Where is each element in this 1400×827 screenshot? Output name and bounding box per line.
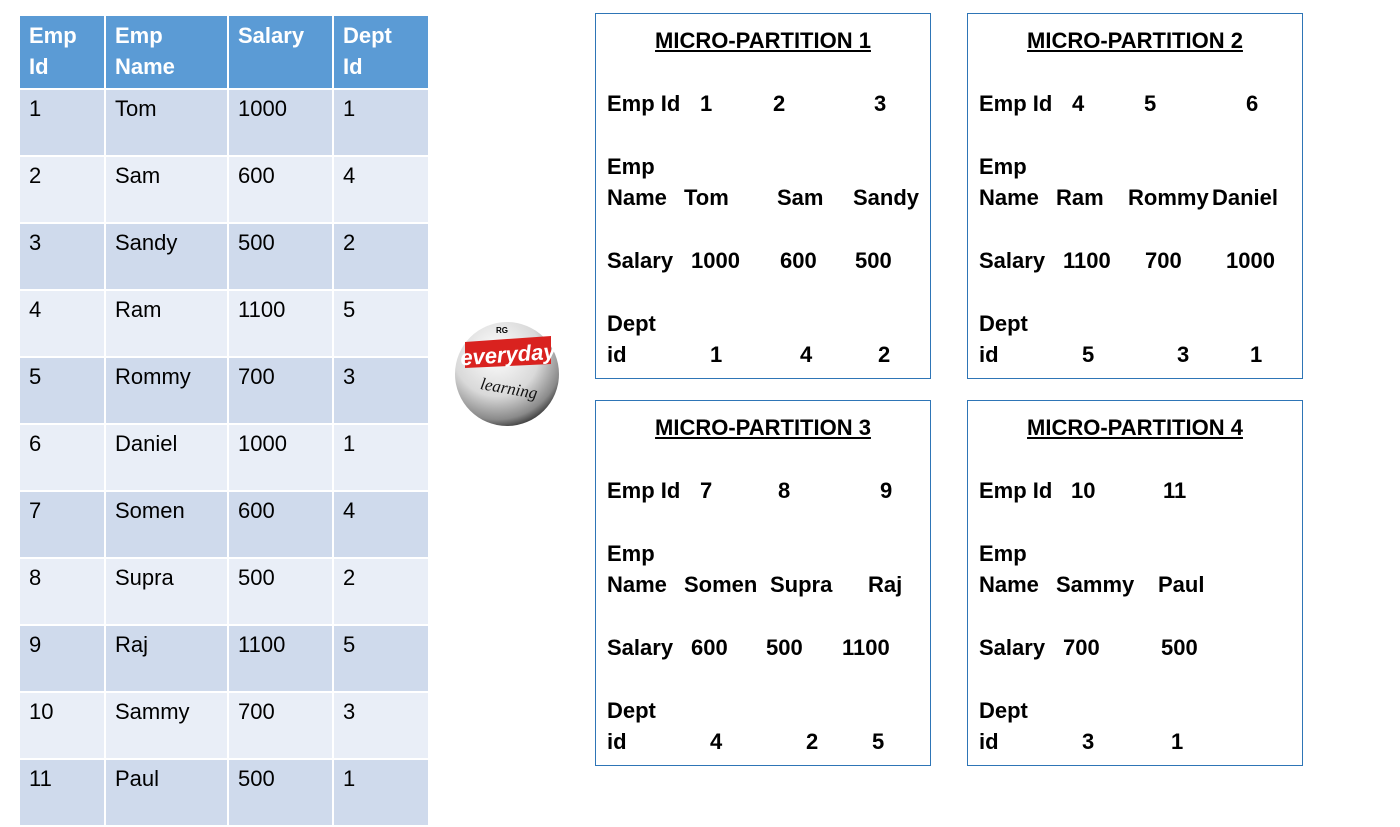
value-dept-id: 3 bbox=[1177, 342, 1190, 367]
cell-emp-name: Sam bbox=[105, 156, 228, 223]
value-emp-id: 7 bbox=[700, 478, 713, 503]
label-emp: Emp bbox=[607, 541, 655, 566]
cell-emp-name: Tom bbox=[105, 89, 228, 156]
header-salary: Salary bbox=[228, 15, 333, 89]
value-emp-id: 1 bbox=[700, 91, 713, 116]
cell-salary: 500 bbox=[228, 759, 333, 826]
value-dept-id: 2 bbox=[878, 342, 891, 367]
value-dept-id: 5 bbox=[1082, 342, 1095, 367]
value-dept-id: 1 bbox=[710, 342, 723, 367]
value-dept-id: 3 bbox=[1082, 729, 1095, 754]
label-name: Name bbox=[979, 185, 1039, 210]
value-salary: 600 bbox=[780, 248, 817, 273]
label-id: id bbox=[607, 342, 627, 367]
logo-learning-text: learning bbox=[478, 374, 539, 403]
logo-everyday-text: everyday bbox=[459, 338, 557, 371]
cell-emp-name: Somen bbox=[105, 491, 228, 558]
cell-emp-id: 1 bbox=[19, 89, 105, 156]
value-salary: 700 bbox=[1145, 248, 1182, 273]
value-dept-id: 2 bbox=[806, 729, 819, 754]
cell-dept-id: 1 bbox=[333, 89, 429, 156]
value-dept-id: 4 bbox=[710, 729, 723, 754]
cell-salary: 1000 bbox=[228, 424, 333, 491]
value-salary: 500 bbox=[1161, 635, 1198, 660]
cell-emp-name: Rommy bbox=[105, 357, 228, 424]
cell-emp-name: Sandy bbox=[105, 223, 228, 290]
cell-salary: 1100 bbox=[228, 625, 333, 692]
label-emp-id: Emp Id bbox=[607, 91, 681, 116]
cell-salary: 1100 bbox=[228, 290, 333, 357]
value-salary: 1100 bbox=[1063, 248, 1111, 273]
value-emp-id: 6 bbox=[1246, 91, 1259, 116]
value-name: Raj bbox=[868, 572, 903, 597]
label-dept: Dept bbox=[979, 698, 1028, 723]
table-header-row bbox=[19, 15, 429, 89]
header-emp-name: Emp Name bbox=[105, 15, 228, 89]
value-salary: 500 bbox=[855, 248, 892, 273]
value-emp-id: 9 bbox=[880, 478, 893, 503]
label-emp-id: Emp Id bbox=[979, 478, 1053, 503]
value-emp-id: 8 bbox=[778, 478, 791, 503]
cell-emp-id: 4 bbox=[19, 290, 105, 357]
cell-dept-id: 4 bbox=[333, 156, 429, 223]
cell-emp-name: Ram bbox=[105, 290, 228, 357]
cell-salary: 600 bbox=[228, 491, 333, 558]
cell-emp-name: Raj bbox=[105, 625, 228, 692]
value-name: Somen bbox=[684, 572, 758, 597]
table-row bbox=[19, 558, 429, 625]
cell-emp-id: 7 bbox=[19, 491, 105, 558]
label-name: Name bbox=[607, 572, 667, 597]
value-dept-id: 1 bbox=[1171, 729, 1184, 754]
cell-salary: 700 bbox=[228, 357, 333, 424]
value-emp-id: 2 bbox=[773, 91, 786, 116]
cell-salary: 700 bbox=[228, 692, 333, 759]
value-name: Tom bbox=[684, 185, 729, 210]
value-emp-id: 11 bbox=[1163, 478, 1187, 503]
table-row bbox=[19, 290, 429, 357]
cell-dept-id: 1 bbox=[333, 424, 429, 491]
value-salary: 600 bbox=[691, 635, 728, 660]
table-row bbox=[19, 424, 429, 491]
label-id: id bbox=[607, 729, 627, 754]
cell-dept-id: 3 bbox=[333, 357, 429, 424]
value-salary: 500 bbox=[766, 635, 803, 660]
table-row bbox=[19, 692, 429, 759]
cell-emp-id: 3 bbox=[19, 223, 105, 290]
cell-dept-id: 1 bbox=[333, 759, 429, 826]
cell-emp-id: 5 bbox=[19, 357, 105, 424]
value-emp-id: 3 bbox=[874, 91, 887, 116]
everyday-learning-logo bbox=[451, 318, 563, 426]
table-row bbox=[19, 156, 429, 223]
header-dept-id: Dept Id bbox=[333, 15, 429, 89]
value-name: Daniel bbox=[1212, 185, 1279, 210]
label-dept: Dept bbox=[979, 311, 1028, 336]
label-salary: Salary bbox=[979, 248, 1046, 273]
partition-title: MICRO-PARTITION 1 bbox=[655, 28, 871, 53]
label-emp: Emp bbox=[979, 541, 1027, 566]
value-name: Ram bbox=[1056, 185, 1104, 210]
value-salary: 1000 bbox=[691, 248, 740, 273]
cell-salary: 500 bbox=[228, 223, 333, 290]
label-name: Name bbox=[979, 572, 1039, 597]
value-emp-id: 5 bbox=[1144, 91, 1157, 116]
cell-dept-id: 4 bbox=[333, 491, 429, 558]
value-dept-id: 1 bbox=[1250, 342, 1263, 367]
micro-partition-3 bbox=[595, 400, 931, 766]
label-emp-id: Emp Id bbox=[607, 478, 681, 503]
value-dept-id: 5 bbox=[872, 729, 885, 754]
value-dept-id: 4 bbox=[800, 342, 813, 367]
cell-emp-name: Sammy bbox=[105, 692, 228, 759]
partition-title: MICRO-PARTITION 2 bbox=[1027, 28, 1243, 53]
cell-emp-id: 9 bbox=[19, 625, 105, 692]
cell-emp-id: 2 bbox=[19, 156, 105, 223]
cell-emp-name: Paul bbox=[105, 759, 228, 826]
value-name: Rommy bbox=[1128, 185, 1209, 210]
value-name: Sammy bbox=[1056, 572, 1135, 597]
value-name: Sandy bbox=[853, 185, 920, 210]
cell-emp-id: 6 bbox=[19, 424, 105, 491]
cell-emp-name: Daniel bbox=[105, 424, 228, 491]
value-salary: 1000 bbox=[1226, 248, 1275, 273]
label-emp-id: Emp Id bbox=[979, 91, 1053, 116]
label-dept: Dept bbox=[607, 311, 656, 336]
label-name: Name bbox=[607, 185, 667, 210]
table-row bbox=[19, 357, 429, 424]
value-emp-id: 10 bbox=[1071, 478, 1096, 503]
label-salary: Salary bbox=[607, 248, 674, 273]
cell-salary: 600 bbox=[228, 156, 333, 223]
cell-emp-name: Supra bbox=[105, 558, 228, 625]
value-salary: 700 bbox=[1063, 635, 1100, 660]
cell-emp-id: 11 bbox=[19, 759, 105, 826]
cell-salary: 1000 bbox=[228, 89, 333, 156]
label-id: id bbox=[979, 729, 999, 754]
table-row bbox=[19, 759, 429, 826]
partition-title: MICRO-PARTITION 3 bbox=[655, 415, 871, 440]
header-emp-id: Emp Id bbox=[19, 15, 105, 89]
label-salary: Salary bbox=[607, 635, 674, 660]
value-name: Supra bbox=[770, 572, 833, 597]
label-id: id bbox=[979, 342, 999, 367]
table-row bbox=[19, 223, 429, 290]
logo-rg-text: RG bbox=[496, 326, 508, 335]
value-name: Paul bbox=[1158, 572, 1205, 597]
label-emp: Emp bbox=[607, 154, 655, 179]
partition-title: MICRO-PARTITION 4 bbox=[1027, 415, 1243, 440]
micro-partition-1 bbox=[595, 13, 931, 379]
cell-dept-id: 2 bbox=[333, 223, 429, 290]
label-emp: Emp bbox=[979, 154, 1027, 179]
cell-emp-id: 10 bbox=[19, 692, 105, 759]
cell-dept-id: 2 bbox=[333, 558, 429, 625]
label-dept: Dept bbox=[607, 698, 656, 723]
cell-dept-id: 5 bbox=[333, 290, 429, 357]
cell-dept-id: 3 bbox=[333, 692, 429, 759]
cell-salary: 500 bbox=[228, 558, 333, 625]
micro-partition-4 bbox=[967, 400, 1303, 766]
table-row bbox=[19, 491, 429, 558]
table-row bbox=[19, 89, 429, 156]
value-salary: 1100 bbox=[842, 635, 890, 660]
micro-partition-2 bbox=[967, 13, 1303, 379]
table-row bbox=[19, 625, 429, 692]
label-salary: Salary bbox=[979, 635, 1046, 660]
cell-emp-id: 8 bbox=[19, 558, 105, 625]
cell-dept-id: 5 bbox=[333, 625, 429, 692]
value-name: Sam bbox=[777, 185, 824, 210]
employee-table bbox=[18, 14, 430, 827]
value-emp-id: 4 bbox=[1072, 91, 1085, 116]
